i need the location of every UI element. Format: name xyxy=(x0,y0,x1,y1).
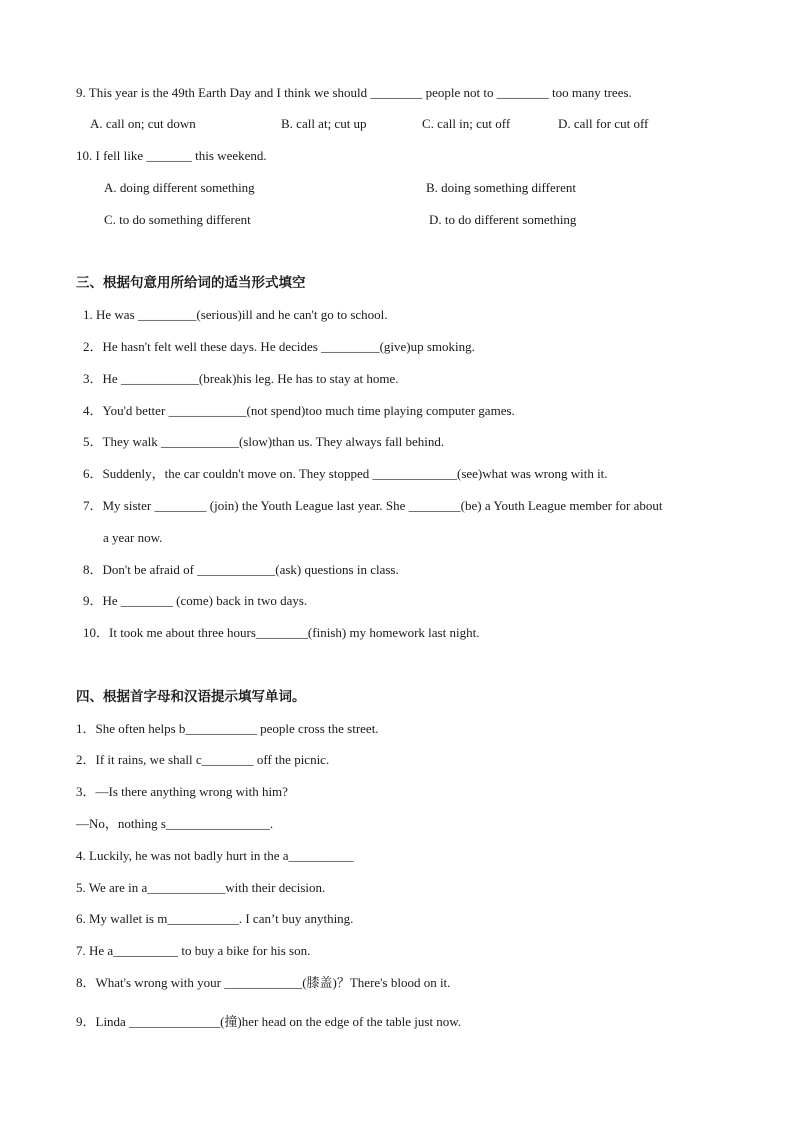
section-4-item-5: 5. We are in a____________with their decision. xyxy=(76,880,326,895)
question-10-option-b: B. doing something different xyxy=(426,180,576,195)
section-3-item-2: 2．He hasn't felt well these days. He decides _________(give)up smoking. xyxy=(83,339,475,354)
section-4-item-1: 1．She often helps b___________ people cross the street. xyxy=(76,721,379,736)
section-4-item-4: 4. Luckily, he was not badly hurt in the a__________ xyxy=(76,848,354,863)
section-3-item-5: 5．They walk ____________(slow)than us. They always fall behind. xyxy=(83,434,445,449)
section-3-item-8: 8．Don't be afraid of ____________(ask) questions in class. xyxy=(83,562,399,577)
question-9-stem: 9. This year is the 49th Earth Day and I think we should ________ people not to ________ too many trees. xyxy=(76,85,632,100)
section-4-item-7: 7. He a__________ to buy a bike for his son. xyxy=(76,943,311,958)
question-10-option-c: C. to do something different xyxy=(104,212,251,227)
section-4-item-3-answer: —No，nothing s________________. xyxy=(76,816,274,831)
question-10-option-d: D. to do different something xyxy=(429,212,577,227)
section-3-item-7: 7．My sister ________ (join) the Youth League last year. She ________(be) a Youth League member for about xyxy=(83,498,663,513)
section-4-item-8: 8．What's wrong with your ____________(膝盖)？There's blood on it. xyxy=(76,975,451,990)
section-3-item-7-continued: a year now. xyxy=(103,530,163,545)
section-3-heading: 三、根据句意用所给词的适当形式填空 xyxy=(76,275,306,291)
question-9-option-a: A. call on; cut down xyxy=(90,116,196,131)
section-4-item-2: 2．If it rains, we shall c________ off the picnic. xyxy=(76,752,330,767)
section-4-item-9: 9．Linda ______________(撞)her head on the edge of the table just now. xyxy=(76,1014,462,1029)
question-9-option-d: D. call for cut off xyxy=(558,116,649,131)
section-4-item-3: 3．—Is there anything wrong with him? xyxy=(76,784,288,799)
section-3-item-9: 9．He ________ (come) back in two days. xyxy=(83,593,308,608)
question-10-stem: 10. I fell like _______ this weekend. xyxy=(76,148,267,163)
section-3-item-3: 3．He ____________(break)his leg. He has to stay at home. xyxy=(83,371,399,386)
question-10-option-a: A. doing different something xyxy=(104,180,255,195)
section-3-item-10: 10．It took me about three hours________(finish) my homework last night. xyxy=(83,625,480,640)
question-9-option-b: B. call at; cut up xyxy=(281,116,367,131)
section-3-item-4: 4．You'd better ____________(not spend)too much time playing computer games. xyxy=(83,403,515,418)
section-4-item-6: 6. My wallet is m___________. I can’t buy anything. xyxy=(76,911,354,926)
section-3-item-6: 6．Suddenly，the car couldn't move on. They stopped _____________(see)what was wrong with it. xyxy=(83,466,608,481)
section-3-item-1: 1. He was _________(serious)ill and he can't go to school. xyxy=(83,307,388,322)
question-9-option-c: C. call in; cut off xyxy=(422,116,511,131)
section-4-heading: 四、根据首字母和汉语提示填写单词。 xyxy=(76,689,306,705)
